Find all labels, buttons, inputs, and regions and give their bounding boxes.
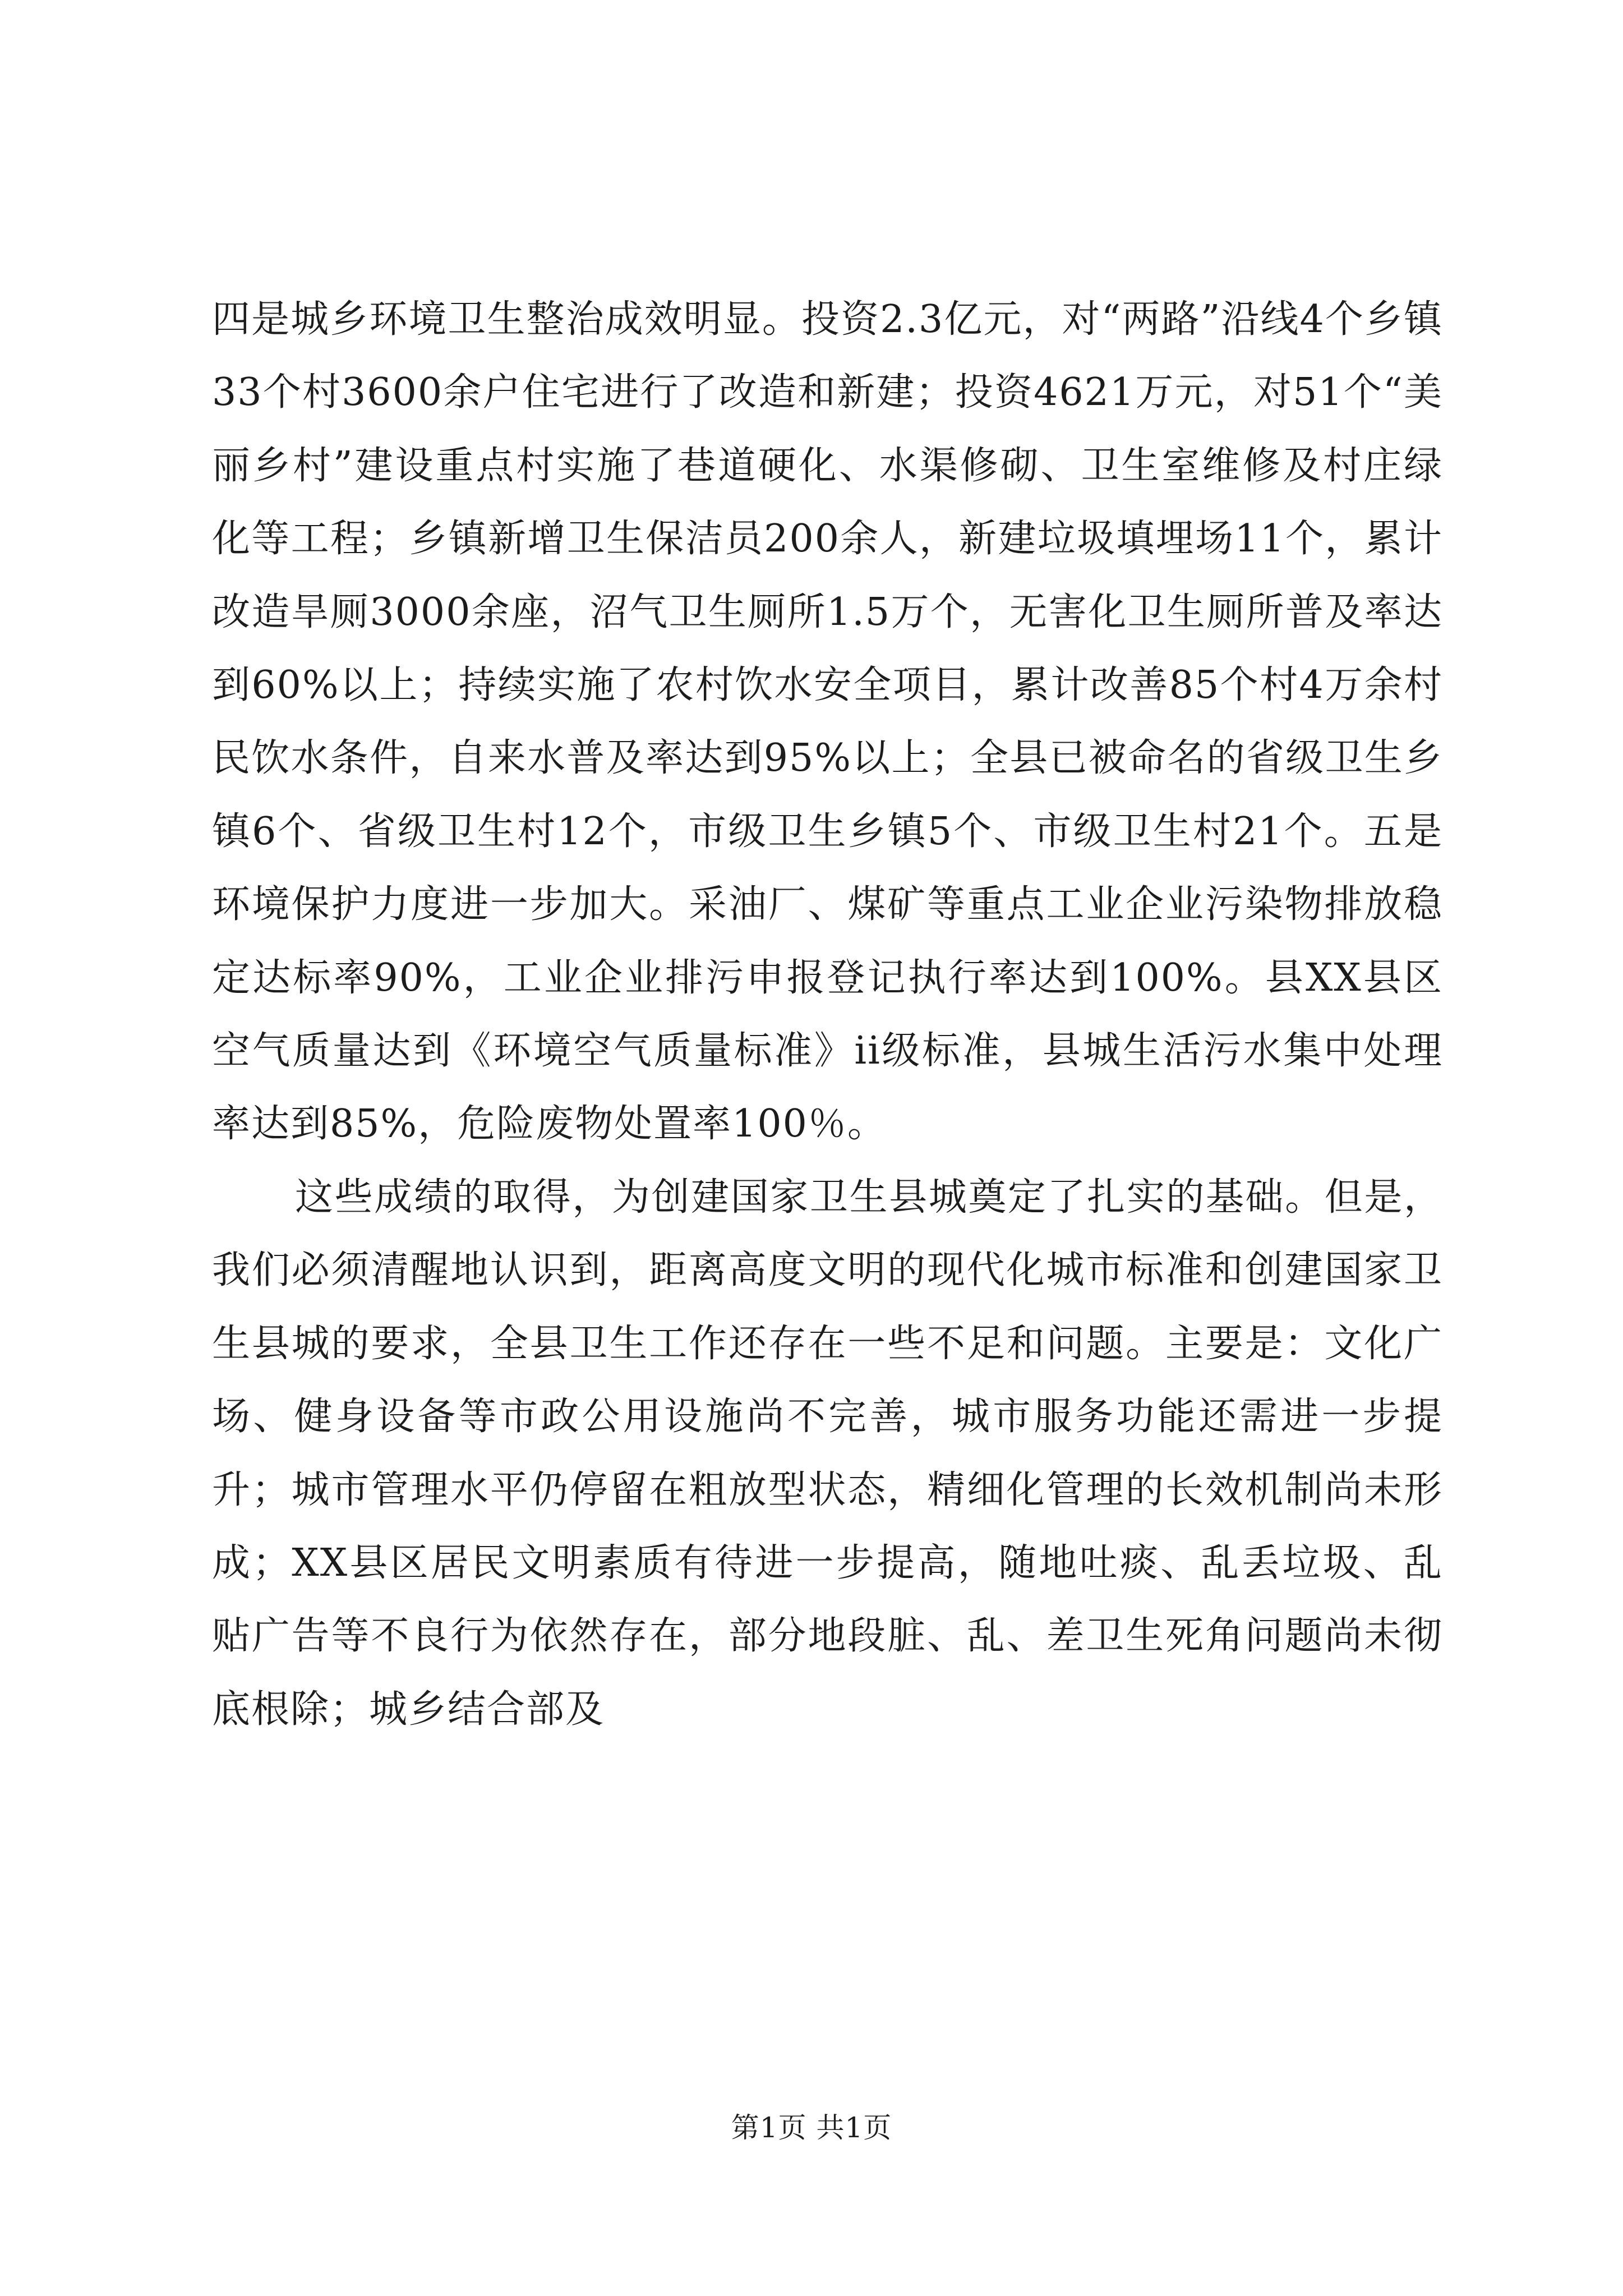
page-number-footer: 第1页 共1页 [731,2111,892,2144]
document-body [212,283,1443,1746]
paragraph-problems: 这些成绩的取得，为创建国家卫生县城奠定了扎实的基础。但是，我们必须清醒地认识到，距离高度文明的现代化城市标准和创建国家卫生县城的要求，全县卫生工作还存在一些不足和问题。主要是：文化广场、健身设备等市政公用设施尚不完善，城市服务功能还需进一步提升；城市管理水平仍停留在粗放型状态，精细化管理的长效机制尚未形成；XX县区居民文明素质有待进一步提高，随地吐痰、乱丢垃圾、乱贴广告等不良行为依然存在，部分地段脏、乱、差卫生死角问题尚未彻底根除；城乡结合部及 [212,1175,1443,1732]
paragraph-environment-achievements: 四是城乡环境卫生整治成效明显。投资2.3亿元，对“两路”沿线4个乡镇33个村3600余户住宅进行了改造和新建；投资4621万元，对51个“美丽乡村”建设重点村实施了巷道硬化、水渠修砌、卫生室维修及村庄绿化等工程；乡镇新增卫生保洁员200余人，新建垃圾填埋场11个，累计改造旱厕3000余座，沼气卫生厕所1.5万个，无害化卫生厕所普及率达到60%以上；持续实施了农村饮水安全项目，累计改善85个村4万余村民饮水条件，自来水普及率达到95%以上；全县已被命名的省级卫生乡镇6个、省级卫生村12个，市级卫生乡镇5个、市级卫生村21个。五是环境保护力度进一步加大。采油厂、煤矿等重点工业企业污染物排放稳定达标率90%，工业企业排污申报登记执行率达到100%。县XX县区空气质量达到《环境空气质量标准》ii级标准，县城生活污水集中处理率达到85%，危险废物处置率100％。 [212,297,1443,1147]
